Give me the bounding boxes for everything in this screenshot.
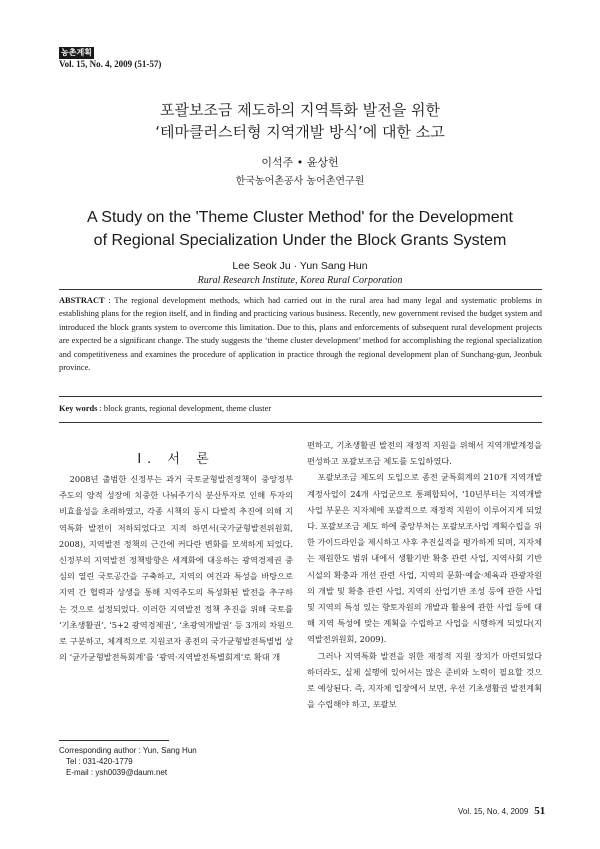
keywords xyxy=(59,404,271,413)
english-title-line-1: A Study on the 'Theme Cluster Method' for the Development xyxy=(87,209,513,226)
left-column xyxy=(59,471,293,665)
keywords-text: : block grants, regional development, theme cluster xyxy=(97,404,272,413)
correspondence-block xyxy=(59,745,197,778)
right-column xyxy=(307,437,542,712)
keywords-bottom-rule xyxy=(59,422,542,423)
paragraph: 편하고, 기초생활권 발전의 재정적 지원을 위해서 지역개발계정을 편성하고 포괄보조금 제도를 도입하였다. xyxy=(307,440,542,467)
paragraph: 2008년 출범한 신정부는 과거 국토균형발전정책이 중앙정부 주도의 양적 성장에 치중한 나눠주기식 분산투자로 인해 투자의 비효율성을 초래하였고, 각종 시책의 동시 다발적 추진에 의해 지역특화 발전이 저하되었다고 지적 하면서(국가균형발전위원회, 2008), 지역발전 정책의 근간에 커다란 변화를 모색하게 되었다. 신정부의 지역발전 정책방향은 세계화에 대응하는 광역경제권 중심의 열린 국토공간을 구축하고, 지역의 여건과 특성을 바탕으로 지역 간 협력과 상생을 통해 지역주도의 특성화된 발전을 추구하는 것으로 설정되었다. 이러한 지역발전 정책 추진을 위해 국토를 ‘기초생활권’, ‘5+2 광역경제권’, ‘초광역개발권’ 등 3개의 차원으로 구분하고, 체계적으로 지원코자 종전의 국가균형발전특별법 상의 ‘균가균형발전특회계’를 ‘광역·지역발전특별회계’로 확대 개 xyxy=(59,474,293,663)
keywords-label: Key words xyxy=(59,404,98,413)
abstract xyxy=(59,294,542,374)
english-authors: Lee Seok Ju · Yun Sang Hun xyxy=(232,260,368,272)
korean-authors: 이석주 • 윤상헌 xyxy=(261,156,339,169)
page-footer xyxy=(458,805,545,817)
abstract-top-rule xyxy=(59,289,542,290)
footnote-rule xyxy=(59,740,169,741)
english-affiliation: Rural Research Institute, Korea Rural Corporation xyxy=(197,275,403,286)
paragraph: 포괄보조금 제도의 도입으로 종전 균특회계의 210개 지역개발계정사업이 24개 사업군으로 통폐합되어, ‘10년부터는 지역개발사업 부문은 지자체에 포괄적으로 재정적 지원이 이루어지게 되었다. 포괄보조금 제도 하에 중앙부처는 포괄보조사업 계획수립을 위한 가이드라인을 제시하고 사후 추진실적을 평가하게 되며, 지자체는 재원한도 범위 내에서 생활기반 확충 관련 사업, 지역사회 기반시설의 확충과 개선 관련 사업, 지역의 문화·예술·체육과 관광자원의 개발 및 확충 관련 사업, 지역의 산업기반 조성 등에 관한 사업 및 지역의 특성 있는 향토자원의 개발과 활용에 관한 사업 등에 대해 지역 특성에 맞는 계획을 수립하고 사업을 시행하게 되었다(지역발전위원회, 2009). xyxy=(307,472,542,645)
korean-title-line-2: ‘테마클러스터형 지역개발 방식’에 대한 소고 xyxy=(155,123,445,141)
korean-affiliation: 한국농어촌공사 농어촌연구원 xyxy=(235,176,365,187)
abstract-text: : The regional development methods, which had carried out in the rural area had many legal and systematic problems in establishing plans for the region itself, and in finding and practicing various business. Recently, new government revised the budget system and introduced the block grants system to overcome this limitation. Due to this, plans and enforcements of subsequent rural development projects are expected be a significant change. The study suggests the ‘theme cluster development’ method for accomplishing the regional specialization and competitiveness and examines the procedure of application in practice through the regional development plan of Sunchang-gun, Jeonbuk province. xyxy=(59,296,542,373)
korean-title-line-1: 포괄보조금 제도하의 지역특화 발전을 위한 xyxy=(160,101,440,119)
abstract-label: ABSTRACT xyxy=(59,296,105,305)
corresponding-author: Corresponding author : Yun, Sang Hun xyxy=(59,746,197,755)
page-number: 51 xyxy=(534,805,546,817)
journal-volume-info: Vol. 15, No. 4, 2009 (51-57) xyxy=(59,59,162,69)
paragraph: 그러나 지역특화 발전을 위한 재정적 지원 장치가 마련되었다 하더라도, 실제 실행에 있어서는 많은 준비와 노력이 필요할 것으로 예상된다. 즉, 지자체 입장에서 보면, 우선 기초생활권 발전계획을 수립해야 하고, 포괄보 xyxy=(307,650,542,710)
corresponding-email: E-mail : ysh0039@daum.net xyxy=(66,768,168,777)
english-title-line-2: of Regional Specialization Under the Block Grants System xyxy=(93,232,507,249)
section-heading-introduction: I. 서 론 xyxy=(137,452,215,467)
journal-badge: 농촌계획 xyxy=(61,48,92,57)
footer-journal: Vol. 15, No. 4, 2009 xyxy=(458,807,529,816)
corresponding-tel: Tel : 031-420-1779 xyxy=(66,757,133,766)
abstract-bottom-rule xyxy=(59,396,542,397)
